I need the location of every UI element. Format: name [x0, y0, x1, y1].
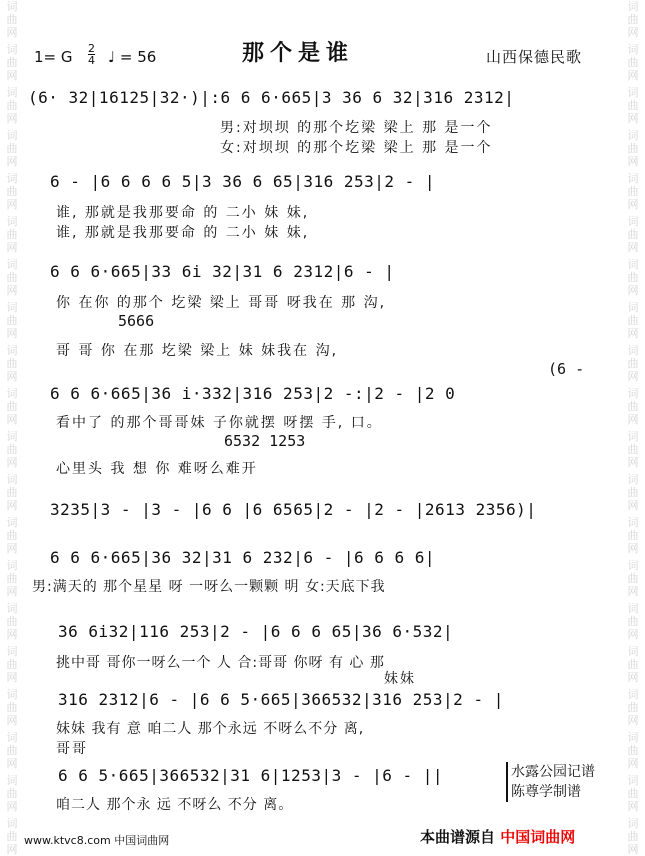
side-watermark: 词 曲 网 — [627, 602, 639, 641]
key-signature — [34, 48, 73, 66]
time-bottom: 4 — [88, 54, 95, 67]
side-watermark: 词 曲 网 — [6, 559, 18, 598]
side-watermark: 词 曲 网 — [627, 430, 639, 469]
tempo-text: = 56 — [119, 48, 157, 66]
score-row-8: 316 2312|6 - |6 6 5·665|366532|316 253|2 - | — [58, 690, 504, 709]
key-text: 1= G — [34, 48, 73, 66]
lyrics-row-6: 男:满天的 那个星星 呀 一呀么一颗颗 明 女:天底下我 — [32, 579, 386, 595]
side-watermark: 词 曲 网 — [6, 387, 18, 426]
side-watermark: 词 曲 网 — [6, 301, 18, 340]
lyrics-row-3b: 哥 哥 你 在那 圪梁 梁上 妹 妹我在 沟, — [56, 343, 339, 359]
alt-notes-row-3: 5666 — [118, 312, 155, 330]
lyrics-row-2b: 谁, 那就是我那要命 的 二小 妹 妹, — [56, 225, 310, 241]
side-watermark: 词 曲 网 — [6, 43, 18, 82]
time-top: 2 — [88, 42, 95, 55]
side-watermark: 词 曲 网 — [6, 344, 18, 383]
quarter-note-icon: ♩ — [108, 48, 116, 66]
lyrics-row-3a: 你 在你 的那个 圪梁 梁上 哥哥 呀我在 那 沟, — [56, 295, 387, 311]
side-watermark: 词 曲 网 — [627, 258, 639, 297]
side-watermark: 词 曲 网 — [627, 86, 639, 125]
side-watermark: 词 曲 网 — [6, 129, 18, 168]
side-watermark: 词 曲 网 — [627, 731, 639, 770]
side-watermark: 词 曲 网 — [627, 172, 639, 211]
side-watermark: 词 曲 网 — [6, 817, 18, 856]
footer-source-label: 本曲谱源自 — [420, 828, 496, 846]
side-watermark: 词 曲 网 — [6, 172, 18, 211]
side-watermark: 词 曲 网 — [627, 774, 639, 813]
lyrics-row-8: 妹妹 我有 意 咱二人 那个永远 不呀么不分 离, — [56, 721, 365, 737]
alt-notes-row-4: 6532 1253 — [224, 432, 306, 450]
side-watermark: 词 曲 网 — [627, 215, 639, 254]
lyrics-row-4b: 心里头 我 想 你 难呀么难开 — [56, 461, 258, 477]
side-watermark: 词 曲 网 — [6, 215, 18, 254]
lyrics-row-2a: 谁, 那就是我那要命 的 二小 妹 妹, — [56, 205, 310, 221]
lyrics-row-4a: 看中了 的那个哥哥妹 子你就摆 呀摆 手, 口。 — [56, 415, 383, 431]
side-watermark: 词 曲 网 — [627, 344, 639, 383]
credit-transcriber: 水露公园记谱 — [511, 764, 595, 780]
right-watermark-strip — [623, 0, 643, 855]
lyrics-row-1a: 男:对坝坝 的那个圪梁 梁上 那 是一个 — [220, 120, 493, 136]
side-watermark: 词 曲 网 — [627, 129, 639, 168]
side-watermark: 词 曲 网 — [6, 473, 18, 512]
side-watermark: 词 曲 网 — [627, 43, 639, 82]
score-row-3: 6 6 6·665|33 6i 32|31 6 2312|6 - | — [50, 262, 395, 281]
side-watermark: 词 曲 网 — [627, 301, 639, 340]
footer-brand-name[interactable]: 中国词曲网 — [500, 828, 576, 846]
song-genre: 山西保德民歌 — [486, 48, 583, 66]
side-watermark: 词 曲 网 — [627, 473, 639, 512]
time-signature — [88, 43, 95, 66]
lyrics-row-7-sub: 妹妹 — [384, 671, 416, 687]
side-watermark: 词 曲 网 — [627, 516, 639, 555]
tempo-marking — [108, 48, 156, 66]
lyrics-row-8-sub: 哥哥 — [56, 741, 88, 757]
side-watermark: 词 曲 网 — [6, 645, 18, 684]
side-watermark: 词 曲 网 — [627, 559, 639, 598]
score-row-1: (6· 32|16125|32·)|:6 6 6·665|3 36 6 32|316 2312| — [28, 88, 515, 107]
side-watermark: 词 曲 网 — [6, 0, 18, 39]
song-title: 那个是谁 — [242, 40, 355, 66]
lyrics-row-9: 咱二人 那个永 远 不呀么 不分 离。 — [56, 797, 294, 813]
side-watermark: 词 曲 网 — [627, 645, 639, 684]
side-watermark: 词 曲 网 — [6, 258, 18, 297]
score-row-9: 6 6 5·665|366532|31 6|1253|3 - |6 - || — [58, 766, 444, 785]
left-watermark-strip — [2, 0, 22, 855]
credits-box — [506, 762, 595, 802]
side-watermark: 词 曲 网 — [6, 774, 18, 813]
side-watermark: 词 曲 网 — [6, 602, 18, 641]
side-watermark: 词 曲 网 — [627, 817, 639, 856]
score-row-2: 6 - |6 6 6 6 5|3 36 6 65|316 253|2 - | — [50, 172, 436, 191]
score-row-6: 6 6 6·665|36 32|31 6 232|6 - |6 6 6 6| — [50, 548, 436, 567]
side-watermark: 词 曲 网 — [627, 0, 639, 39]
side-watermark: 词 曲 网 — [6, 731, 18, 770]
footer-source — [420, 826, 575, 847]
score-row-4: 6 6 6·665|36 i·332|316 253|2 -:|2 - |2 0 — [50, 384, 456, 403]
footer-site[interactable]: www.ktvc8.com 中国词曲网 — [24, 834, 170, 847]
score-row-5: 3235|3 - |3 - |6 6 |6 6565|2 - |2 - |2613 2356)| — [50, 500, 537, 519]
side-watermark: 词 曲 网 — [627, 387, 639, 426]
side-watermark: 词 曲 网 — [6, 430, 18, 469]
credit-arranger: 陈尊学制谱 — [511, 784, 581, 800]
score-row-7: 36 6i32|116 253|2 - |6 6 6 65|36 6·532| — [58, 622, 454, 641]
side-watermark: 词 曲 网 — [6, 86, 18, 125]
lyrics-row-1b: 女:对坝坝 的那个圪梁 梁上 那 是一个 — [220, 140, 493, 156]
side-watermark: 词 曲 网 — [627, 688, 639, 727]
side-watermark: 词 曲 网 — [6, 688, 18, 727]
lyrics-row-7: 挑中哥 哥你一呀么一个 人 合:哥哥 你呀 有 心 那 — [56, 655, 385, 671]
repeat-marker: (6 - — [548, 360, 585, 378]
side-watermark: 词 曲 网 — [6, 516, 18, 555]
